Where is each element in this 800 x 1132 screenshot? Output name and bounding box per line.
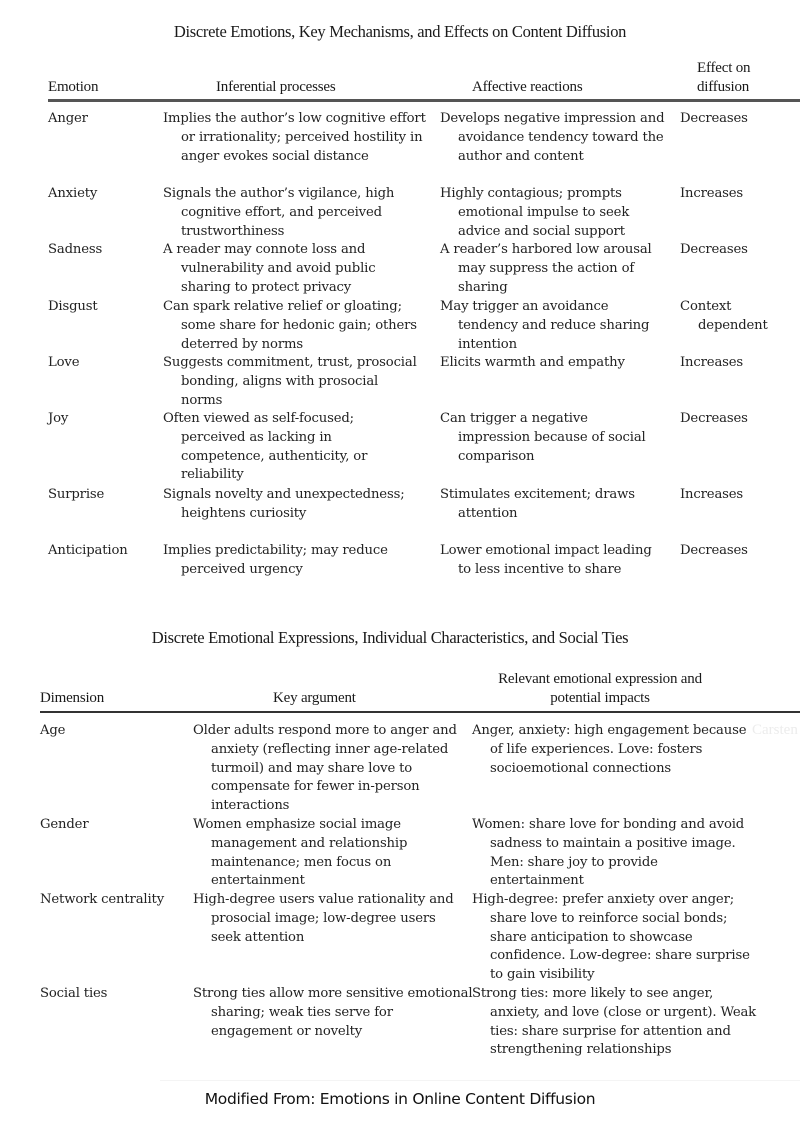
inferential-cell: Signals novelty and unexpectedness; heightens curiosity (163, 487, 405, 521)
dimension-cell: Social ties (40, 986, 108, 1001)
dimension-cell: Network centrality (40, 892, 164, 907)
argument-cell: Older adults respond more to anger and anxiety (reflecting inner age-related turmoil) and may share love to compensate for fewer in-person interactions (193, 723, 457, 814)
argument-cell: High-degree users value rationality and prosocial image; low-degree users seek attention (193, 892, 454, 945)
effect-cell: Decreases (680, 242, 748, 257)
argument-cell: Women emphasize social image management and relationship maintenance; men focus on entertainment (193, 817, 408, 889)
inferential-cell: Suggests commitment, trust, prosocial bonding, aligns with prosocial norms (163, 355, 417, 408)
effect-cell: Decreases (680, 411, 748, 426)
table1-header-inferential: Inferential processes (216, 79, 336, 95)
affective-cell: Lower emotional impact leading to less incentive to share (440, 543, 652, 577)
emotion-cell: Anger (48, 111, 88, 126)
emotion-cell: Anticipation (48, 543, 128, 558)
table1-header-effect-line1: Effect on (697, 60, 751, 76)
effect-cell: Increases (680, 355, 744, 370)
effect-cell: Decreases (680, 543, 748, 558)
emotion-cell: Disgust (48, 299, 98, 314)
argument-cell: Strong ties allow more sensitive emotional sharing; weak ties serve for engagement or novelty (193, 986, 473, 1039)
inferential-cell: Signals the author’s vigilance, high cognitive effort, and perceived trustworthiness (163, 186, 395, 239)
table1-header-emotion: Emotion (48, 79, 99, 95)
emotion-cell: Anxiety (48, 186, 98, 201)
dimension-cell: Age (40, 723, 66, 738)
table2-header-rule (40, 711, 800, 713)
affective-cell: Stimulates excitement; draws attention (440, 487, 635, 521)
table2-header-impacts (470, 670, 730, 708)
table1-header-affective: Affective reactions (472, 79, 583, 95)
impacts-cell: Strong ties: more likely to see anger, anxiety, and love (close or urgent). Weak ties: share surprise for attention and strengthening relationships (472, 986, 757, 1058)
ghost-watermark-text: Carsten (752, 722, 798, 738)
affective-cell: A reader’s harbored low arousal may suppress the action of sharing (440, 242, 652, 295)
affective-cell: May trigger an avoidance tendency and reduce sharing intention (440, 299, 650, 352)
dimension-cell: Gender (40, 817, 89, 832)
impacts-cell: High-degree: prefer anxiety over anger; share love to reinforce social bonds; share anticipation to showcase confidence. Low-degree: share surprise to gain visibility (472, 892, 750, 983)
emotion-cell: Love (48, 355, 80, 370)
affective-cell: Highly contagious; prompts emotional impulse to seek advice and social support (440, 186, 630, 239)
emotion-cell: Surprise (48, 487, 105, 502)
affective-cell: Can trigger a negative impression because of social comparison (440, 411, 646, 464)
table1-title: Discrete Emotions, Key Mechanisms, and Effects on Content Diffusion (173, 22, 627, 41)
table2-header-impacts-line2: potential impacts (550, 690, 650, 706)
emotion-cell: Sadness (48, 242, 103, 257)
effect-cell: Decreases (680, 111, 748, 126)
effect-cell: Increases (680, 186, 744, 201)
effect-cell: Context dependent (680, 299, 768, 333)
affective-cell: Develops negative impression and avoidance tendency toward the author and content (440, 111, 665, 164)
inferential-cell: A reader may connote loss and vulnerability and avoid public sharing to protect privacy (163, 242, 376, 295)
table2-title: Discrete Emotional Expressions, Individual Characteristics, and Social Ties (151, 628, 629, 647)
source-caption: Modified From: Emotions in Online Content Diffusion (204, 1090, 596, 1108)
affective-cell: Elicits warmth and empathy (440, 355, 625, 370)
footer-divider (160, 1080, 800, 1081)
emotion-cell: Joy (48, 411, 69, 426)
inferential-cell: Implies predictability; may reduce perceived urgency (163, 543, 388, 577)
impacts-cell: Women: share love for bonding and avoid sadness to maintain a positive image. Men: share joy to provide entertainment (472, 817, 745, 889)
inferential-cell: Often viewed as self-focused; perceived as lacking in competence, authenticity, or reliability (163, 411, 368, 483)
table2-header-dimension: Dimension (40, 690, 105, 706)
effect-cell: Increases (680, 487, 744, 502)
inferential-cell: Implies the author’s low cognitive effort or irrationality; perceived hostility in anger evokes social distance (163, 111, 426, 164)
table1-header-effect-line2: diffusion (697, 79, 750, 95)
impacts-cell: Anger, anxiety: high engagement because of life experiences. Love: fosters socioemotional connections (472, 723, 747, 776)
table2-header-impacts-line1: Relevant emotional expression and (498, 671, 702, 687)
inferential-cell: Can spark relative relief or gloating; some share for hedonic gain; others deterred by norms (163, 299, 417, 352)
table2-header-argument: Key argument (273, 690, 356, 706)
